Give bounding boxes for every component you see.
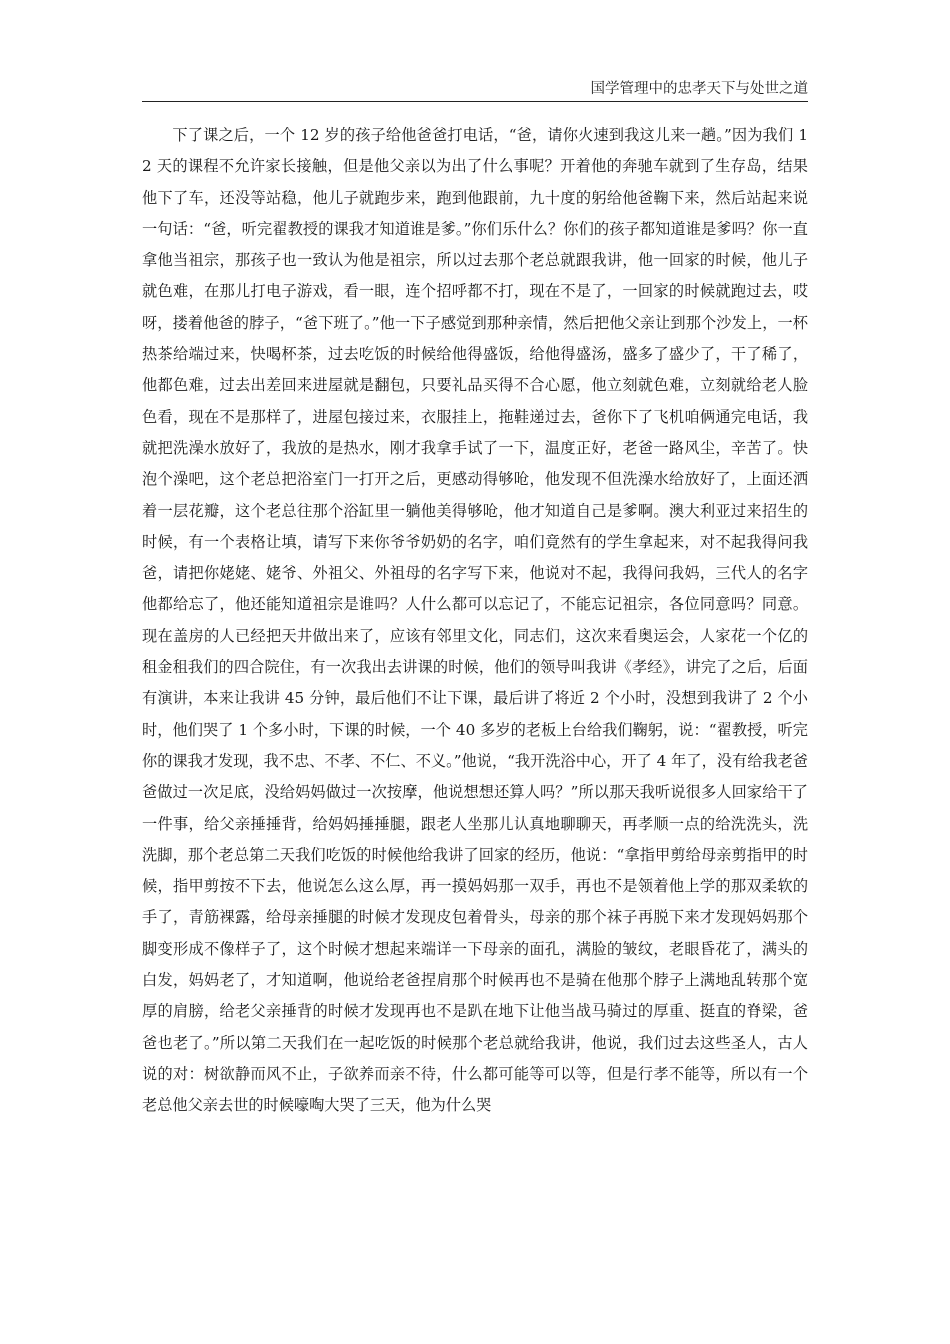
running-header-title: 国学管理中的忠孝天下与处世之道	[590, 81, 808, 97]
header-divider	[142, 101, 808, 102]
body-paragraph: 下了课之后，一个 12 岁的孩子给他爸爸打电话，“爸，请你火速到我这儿来一趟。”因为我们 12 天的课程不允许家长接触，但是他父亲以为出了什么事呢？开着他的奔驰车就到了生存岛，结果他下了车，还没等站稳，他儿子就跑步来，跑到他跟前，九十度的躬给他爸鞠下来，然后站起来说一句话：“爸，听完翟教授的课我才知道谁是爹。”你们乐什么？你们的孩子都知道谁是爹吗？你一直拿他当祖宗，那孩子也一致认为他是祖宗，所以过去那个老总就跟我讲，他一回家的时候，他儿子就色难，在那儿打电子游戏，看一眼，连个招呼都不打，现在不是了，一回家的时候就跑过去，哎呀，搂着他爸的脖子，“爸下班了。”他一下子感觉到那种亲情，然后把他父亲让到那个沙发上，一杯热茶给端过来，快喝杯茶，过去吃饭的时候给他得盛饭，给他得盛汤，盛多了盛少了，干了稀了，他都色难，过去出差回来进屋就是翻包，只要礼品买得不合心愿，他立刻就色难，立刻就给老人脸色看，现在不是那样了，进屋包接过来，衣服挂上，拖鞋递过去，爸你下了飞机咱俩通完电话，我就把洗澡水放好了，我放的是热水，刚才我拿手试了一下，温度正好，老爸一路风尘，辛苦了。快泡个澡吧，这个老总把浴室门一打开之后，更感动得够呛，他发现不但洗澡水给放好了，上面还洒着一层花瓣，这个老总往那个浴缸里一躺他美得够呛，他才知道自己是爹啊。澳大利亚过来招生的时候，有一个表格让填，请写下来你爷爷奶奶的名字，咱们竟然有的学生拿起来，对不起我得问我爸，请把你姥姥、姥爷、外祖父、外祖母的名字写下来，他说对不起，我得问我妈，三代人的名字他都给忘了，他还能知道祖宗是谁吗？人什么都可以忘记了，不能忘记祖宗，各位同意吗？同意。现在盖房的人已经把天井做出来了，应该有邻里文化，同志们，这次来看奥运会，人家花一个亿的租金租我们的四合院住，有一次我出去讲课的时候，他们的领导叫我讲《孝经》，讲完了之后，后面有演讲，本来让我讲 45 分钟，最后他们不让下课，最后讲了将近 2 个小时，没想到我讲了 2 个小时，他们哭了 1 个多小时，下课的时候，一个 40 多岁的老板上台给我们鞠躬，说：“翟教授，听完你的课我才发现，我不忠、不孝、不仁、不义。”他说，“我开洗浴中心，开了 4 年了，没有给我老爸爸做过一次足底，没给妈妈做过一次按摩，他说想想还算人吗？”所以那天我听说很多人回家给干了一件事，给父亲捶捶背，给妈妈捶捶腿，跟老人坐那儿认真地聊聊天，再孝顺一点的给洗洗头，洗洗脚，那个老总第二天我们吃饭的时候他给我讲了回家的经历，他说：“拿指甲剪给母亲剪指甲的时候，指甲剪按不下去，他说怎么这么厚，再一摸妈妈那一双手，再也不是领着他上学的那双柔软的手了，青筋裸露，给母亲捶腿的时候才发现皮包着骨头，母亲的那个袜子再脱下来才发现妈妈那个脚变形成不像样子了，这个时候才想起来端详一下母亲的面孔，满脸的皱纹，老眼昏花了，满头的白发，妈妈老了，才知道啊，他说给老爸捏肩那个时候再也不是骑在他那个脖子上满地乱转那个宽厚的肩膀，给老父亲捶背的时候才发现再也不是趴在地下让他当战马骑过的厚重、挺直的脊梁，爸爸也老了。”所以第二天我们在一起吃饭的时候那个老总就给我讲，他说，我们过去这些圣人，古人说的对：树欲静而风不止，子欲养而亲不待，什么都可能等可以等，但是行孝不能等，所以有一个老总他父亲去世的时候嚎啕大哭了三天，他为什么哭	[142, 126, 808, 1115]
